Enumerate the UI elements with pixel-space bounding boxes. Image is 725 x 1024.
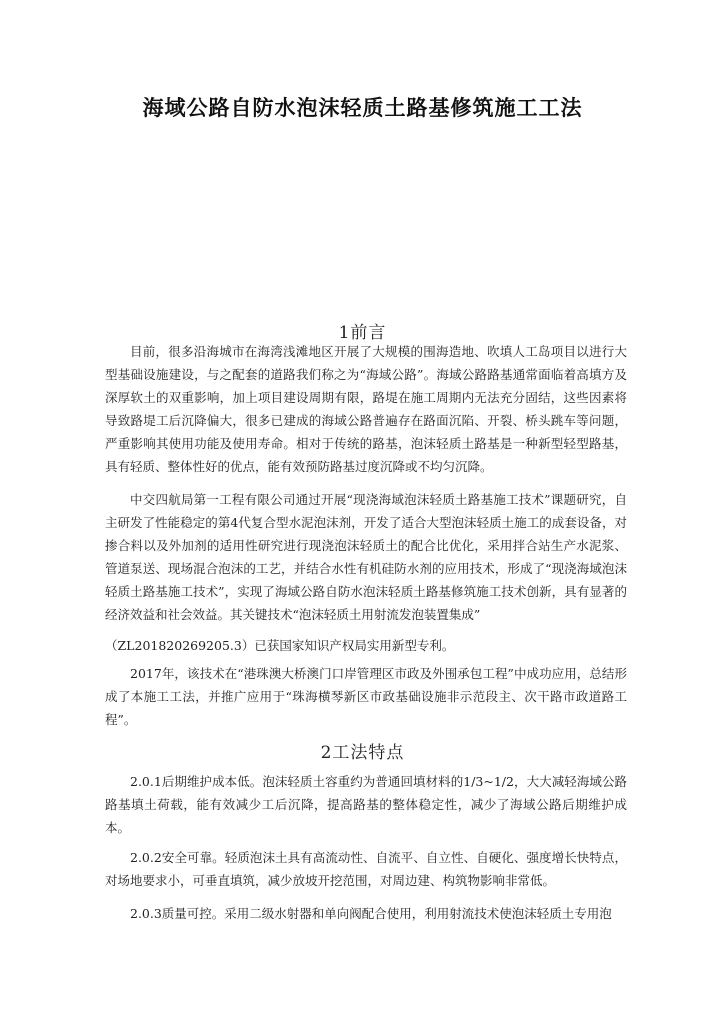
paragraph-feature-3: 2.0.3质量可控。采用二级水射器和单向阀配合使用，利用射流技术使泡沫轻质土专用泡 — [130, 906, 612, 921]
paragraph-preface-1: 目前，很多沿海城市在海湾浅滩地区开展了大规模的围海造地、吹填人工岛项目以进行大型基础设施建设，与之配套的道路我们称之为“海域公路”。海域公路路基通常面临着高填方及深厚软土的双重影响，加上项目建设周期有限，路堤在施工周期内无法充分固结，这些因素将导致路堤工后沉降偏大，很多已建成的海域公路普遍存在路面沉陷、开裂、桥头跳车等问题，严重影响其使用功能及使用寿命。相对于传统的路基，泡沫轻质土路基是一种新型轻型路基，具有轻质、整体性好的优点，能有效预防路基过度沉降或不均匀沉降。 — [105, 344, 627, 474]
section-heading-features: 2工法特点 — [320, 743, 405, 763]
paragraph-feature-1: 2.0.1后期维护成本低。泡沫轻质土容重约为普通回填材料的1/3~1/2，大大减轻海域公路路基填土荷载，能有效减少工后沉降，提高路基的整体稳定性，减少了海域公路后期维护成本。 — [105, 774, 627, 835]
paragraph-preface-3: （ZL201820269205.3）已获国家知识产权局实用新型专利。 — [105, 638, 455, 653]
paragraph-feature-2: 2.0.2安全可靠。轻质泡沫土具有高流动性、自流平、自立性、自硬化、强度增长快特点，对场地要求小，可垂直填筑，减少放坡开挖范围，对周边建、构筑物影响非常低。 — [105, 850, 627, 888]
paragraph-preface-2: 中交四航局第一工程有限公司通过开展“现浇海域泡沫轻质土路基施工技术”课题研究，自主研发了性能稳定的第4代复合型水泥泡沫剂，开发了适合大型泡沫轻质土施工的成套设备，对掺合料以及外加剂的适用性研究进行现浇泡沫轻质土的配合比优化，采用拌合站生产水泥浆、管道泵送、现场混合泡沫的工艺，并结合水性有机硅防水剂的应用技术，形成了“现浇海域泡沫轻质土路基施工技术”，实现了海域公路自防水泡沫轻质土路基修筑施工技术创新，具有显著的经济效益和社会效益。其关键技术“泡沫轻质土用射流发泡装置集成” — [105, 492, 627, 622]
section-heading-preface: 1前言 — [338, 323, 387, 343]
document-title: 海域公路自防水泡沫轻质土路基修筑施工工法 — [142, 96, 583, 120]
paragraph-preface-4: 2017年，该技术在“港珠澳大桥澳门口岸管理区市政及外围承包工程”中成功应用，总结形成了本施工工法，并推广应用于“珠海横琴新区市政基础设施非示范段主、次干路市政道路工程”。 — [105, 666, 627, 727]
